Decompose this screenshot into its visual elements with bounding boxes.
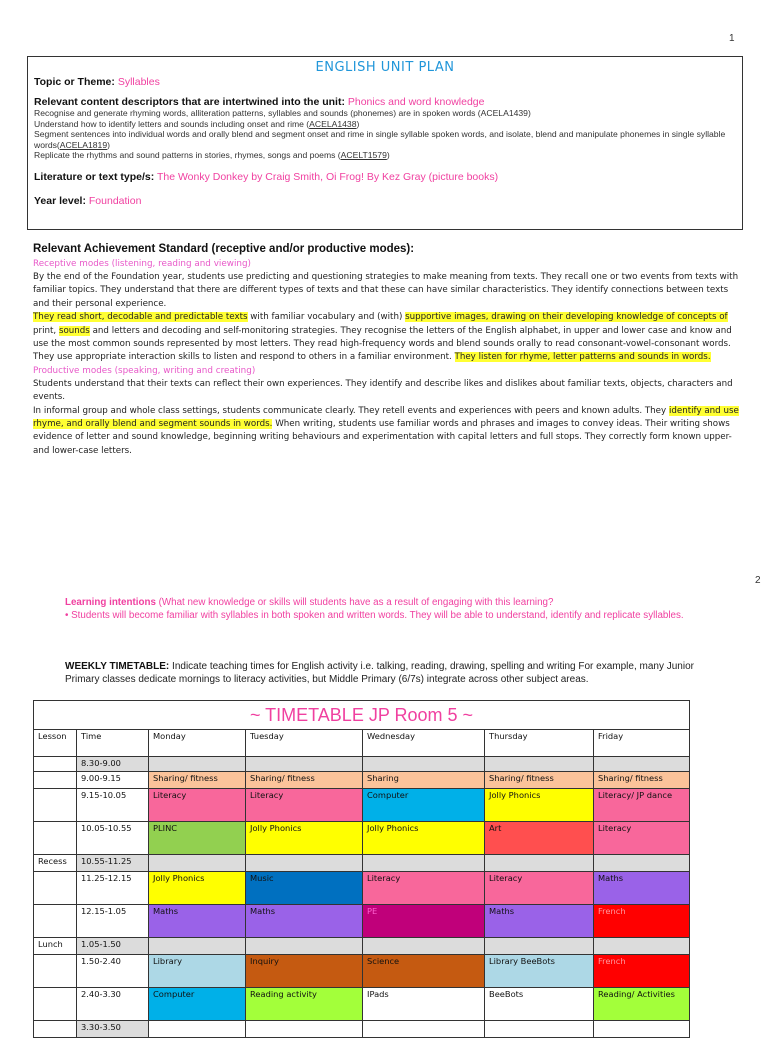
timetable-row xyxy=(34,822,690,855)
subject-cell: Maths xyxy=(149,905,246,938)
time-cell: 9.00-9.15 xyxy=(77,772,149,789)
paragraph-text: In informal group and whole class settings, students communicate clearly. They retell events and experiences with peers and known adults. They xyxy=(33,405,669,416)
subject-cell xyxy=(485,855,594,872)
learning-intentions-question: (What new knowledge or skills will students have as a result of engaging with this learning? xyxy=(155,597,554,608)
paragraph-text: print, xyxy=(33,325,59,336)
subject-cell: Literacy xyxy=(485,872,594,905)
lesson-cell: Lunch xyxy=(34,938,77,955)
year-level-line xyxy=(34,195,736,207)
subject-cell xyxy=(485,757,594,772)
header-tuesday: Tuesday xyxy=(246,730,363,757)
time-cell: 9.15-10.05 xyxy=(77,789,149,822)
descriptor-1: Recognise and generate rhyming words, alliteration patterns, syllables and sounds (phonemes) are in spoken words (ACELA1439) xyxy=(34,108,531,118)
subject-cell: Jolly Phonics xyxy=(485,789,594,822)
subject-cell: BeeBots xyxy=(485,988,594,1021)
subject-cell: Literacy xyxy=(149,789,246,822)
descriptor-4 xyxy=(34,150,736,161)
literature-label: Literature or text type/s: xyxy=(34,170,155,183)
timetable xyxy=(33,700,690,1038)
lesson-cell xyxy=(34,757,77,772)
subject-cell xyxy=(246,1021,363,1038)
weekly-timetable-note xyxy=(65,660,725,686)
descriptor-2-code: ACELA1438 xyxy=(309,118,357,129)
literature-line xyxy=(34,171,736,183)
subject-cell xyxy=(149,938,246,955)
timetable-header-row xyxy=(34,730,690,757)
productive-paragraph-2 xyxy=(33,405,741,459)
paragraph-text: When writing, students use familiar words and phrases and images to convey ideas. Their writing shows evidence of letter and sound knowledge, beginning writing behaviours and experimentation with capital letters and full stops. They correctly form known upper- and lower-case letters. xyxy=(33,419,732,456)
timetable-row xyxy=(34,772,690,789)
time-cell: 10.55-11.25 xyxy=(77,855,149,872)
subject-cell: Maths xyxy=(594,872,690,905)
lesson-cell xyxy=(34,872,77,905)
lesson-cell xyxy=(34,955,77,988)
subject-cell xyxy=(363,757,485,772)
header-monday: Monday xyxy=(149,730,246,757)
subject-cell: Literacy xyxy=(246,789,363,822)
productive-paragraph-1: Students understand that their texts can reflect their own experiences. They identify and describe likes and dislikes about familiar texts, objects, characters and events. xyxy=(33,378,733,403)
subject-cell: Literacy xyxy=(363,872,485,905)
subject-cell xyxy=(594,855,690,872)
subject-cell: Sharing xyxy=(363,772,485,789)
header-wednesday: Wednesday xyxy=(363,730,485,757)
descriptor-3 xyxy=(34,129,736,150)
subject-cell xyxy=(594,938,690,955)
subject-cell: Sharing/ fitness xyxy=(594,772,690,789)
subject-cell: Science xyxy=(363,955,485,988)
subject-cell: Literacy xyxy=(594,822,690,855)
subject-cell xyxy=(149,855,246,872)
subject-cell: Computer xyxy=(363,789,485,822)
topic-label: Topic or Theme: xyxy=(34,76,115,88)
year-level-value: Foundation xyxy=(88,194,142,207)
highlight: identify and use rhyme, and orally blend and segment sounds in words. xyxy=(33,405,739,430)
subject-cell: French xyxy=(594,955,690,988)
content-descriptors-label: Relevant content descriptors that are intertwined into the unit: xyxy=(34,96,345,108)
highlight: They listen for rhyme, letter patterns and sounds in words. xyxy=(454,352,711,363)
page-number: 1 xyxy=(729,33,735,44)
subject-cell: Sharing/ fitness xyxy=(246,772,363,789)
weekly-timetable-text: Indicate teaching times for English activity i.e. talking, reading, drawing, spelling and writing For example, many Junior Primary classes dedicate mornings to literacy activities, but Middle Primary (6/7s) integrate across other subject areas. xyxy=(65,661,694,685)
timetable-row xyxy=(34,872,690,905)
achievement-standard xyxy=(33,243,741,458)
descriptor-3-text: Segment sentences into individual words and orally blend and segment onset and rime in single syllable spoken words, and isolate, blend and manipulate phonemes in single syllable words( xyxy=(34,129,726,150)
learning-intentions xyxy=(65,597,715,622)
timetable-row xyxy=(34,757,690,772)
highlight: supportive images, drawing on their developing knowledge of concepts of xyxy=(405,312,728,323)
page-number: 2 xyxy=(755,575,761,586)
highlight: sounds xyxy=(58,325,90,336)
descriptor-3-close: ) xyxy=(107,139,110,150)
subject-cell xyxy=(149,757,246,772)
subject-cell: Sharing/ fitness xyxy=(485,772,594,789)
subject-cell: Maths xyxy=(246,905,363,938)
subject-cell: Sharing/ fitness xyxy=(149,772,246,789)
subject-cell: Maths xyxy=(485,905,594,938)
paragraph-text: with familiar vocabulary and (with) xyxy=(247,312,406,323)
receptive-paragraph-1: By the end of the Foundation year, students use predicting and questioning strategies to make meaning from texts. They recall one or two events from texts with familiar topics. They understand that there are different types of texts and that these can have similar characteristics. They identify connections between texts and their personal experience. xyxy=(33,272,739,309)
topic-value: Syllables xyxy=(117,76,160,88)
header-time: Time xyxy=(77,730,149,757)
subject-cell: Library xyxy=(149,955,246,988)
paragraph-text: and letters and decoding and self-monitoring strategies. They recognise the letters of the English alphabet, in upper and lower case and know and use the most common sounds represented by most letters. They read high-frequency words and blend sounds orally to read consonant-vowel-consonant words. They use appropriate interaction skills to listen and respond to others in a familiar environment. xyxy=(33,325,732,363)
subject-cell: PLINC xyxy=(149,822,246,855)
subject-cell: PE xyxy=(363,905,485,938)
content-descriptors-line xyxy=(34,96,736,108)
subject-cell: Jolly Phonics xyxy=(363,822,485,855)
content-descriptors-value: Phonics and word knowledge xyxy=(347,96,485,108)
year-level-label: Year level: xyxy=(34,194,86,207)
productive-modes-label: Productive modes (speaking, writing and creating) xyxy=(33,365,256,376)
header-friday: Friday xyxy=(594,730,690,757)
receptive-paragraph-2 xyxy=(33,311,741,365)
subject-cell xyxy=(594,1021,690,1038)
highlight: They read short, decodable and predictable texts xyxy=(33,312,248,323)
time-cell: 1.05-1.50 xyxy=(77,938,149,955)
lesson-cell xyxy=(34,822,77,855)
literature-value: The Wonky Donkey by Craig Smith, Oi Frog! By Kez Gray (picture books) xyxy=(156,170,499,183)
time-cell: 11.25-12.15 xyxy=(77,872,149,905)
subject-cell xyxy=(246,938,363,955)
timetable-title: ~ TIMETABLE JP Room 5 ~ xyxy=(34,701,690,730)
descriptor-2-close: ) xyxy=(356,118,360,129)
subject-cell xyxy=(149,1021,246,1038)
topic-line xyxy=(34,76,736,88)
subject-cell: Library BeeBots xyxy=(485,955,594,988)
lesson-cell xyxy=(34,988,77,1021)
weekly-timetable-label: WEEKLY TIMETABLE: xyxy=(65,661,170,672)
timetable-row xyxy=(34,938,690,955)
subject-cell: Literacy/ JP dance xyxy=(594,789,690,822)
unit-plan-box xyxy=(27,56,743,230)
subject-cell: Reading activity xyxy=(246,988,363,1021)
descriptor-4-close: ) xyxy=(386,150,390,160)
time-cell: 10.05-10.55 xyxy=(77,822,149,855)
descriptor-3-code: ACELA1819 xyxy=(59,139,108,150)
subject-cell xyxy=(246,855,363,872)
time-cell: 1.50-2.40 xyxy=(77,955,149,988)
subject-cell xyxy=(485,1021,594,1038)
subject-cell: Computer xyxy=(149,988,246,1021)
time-cell: 12.15-1.05 xyxy=(77,905,149,938)
descriptor-4-text: Replicate the rhythms and sound patterns in stories, rhymes, songs and poems ( xyxy=(34,150,341,160)
time-cell: 3.30-3.50 xyxy=(77,1021,149,1038)
learning-intentions-heading: Learning intentions xyxy=(65,597,156,608)
lesson-cell xyxy=(34,1021,77,1038)
subject-cell: French xyxy=(594,905,690,938)
timetable-row xyxy=(34,1021,690,1038)
descriptor-2 xyxy=(34,119,736,130)
subject-cell: IPads xyxy=(363,988,485,1021)
subject-cell xyxy=(246,757,363,772)
timetable-row xyxy=(34,955,690,988)
learning-intentions-bullet: • Students will become familiar with syllables in both spoken and written words. They will be able to understand, identify and replicate syllables. xyxy=(65,609,684,621)
time-cell: 2.40-3.30 xyxy=(77,988,149,1021)
descriptor-2-text: Understand how to identify letters and sounds including onset and rime ( xyxy=(34,118,310,129)
subject-cell xyxy=(363,938,485,955)
plan-title: ENGLISH UNIT PLAN xyxy=(315,60,455,75)
descriptor-4-code: ACELT1579 xyxy=(340,150,387,160)
subject-cell: Inquiry xyxy=(246,955,363,988)
subject-cell xyxy=(485,938,594,955)
subject-cell xyxy=(594,757,690,772)
subject-cell: Music xyxy=(246,872,363,905)
time-cell: 8.30-9.00 xyxy=(77,757,149,772)
timetable-row xyxy=(34,855,690,872)
header-lesson: Lesson xyxy=(34,730,77,757)
receptive-modes-label: Receptive modes (listening, reading and viewing) xyxy=(33,259,251,269)
lesson-cell xyxy=(34,772,77,789)
subject-cell: Art xyxy=(485,822,594,855)
achievement-title: Relevant Achievement Standard (receptive and/or productive modes): xyxy=(33,243,415,255)
lesson-cell xyxy=(34,789,77,822)
timetable-row xyxy=(34,789,690,822)
subject-cell xyxy=(363,855,485,872)
subject-cell: Jolly Phonics xyxy=(149,872,246,905)
lesson-cell: Recess xyxy=(34,855,77,872)
subject-cell: Jolly Phonics xyxy=(246,822,363,855)
lesson-cell xyxy=(34,905,77,938)
header-thursday: Thursday xyxy=(485,730,594,757)
subject-cell: Reading/ Activities xyxy=(594,988,690,1021)
timetable-row xyxy=(34,988,690,1021)
timetable-row xyxy=(34,905,690,938)
subject-cell xyxy=(363,1021,485,1038)
